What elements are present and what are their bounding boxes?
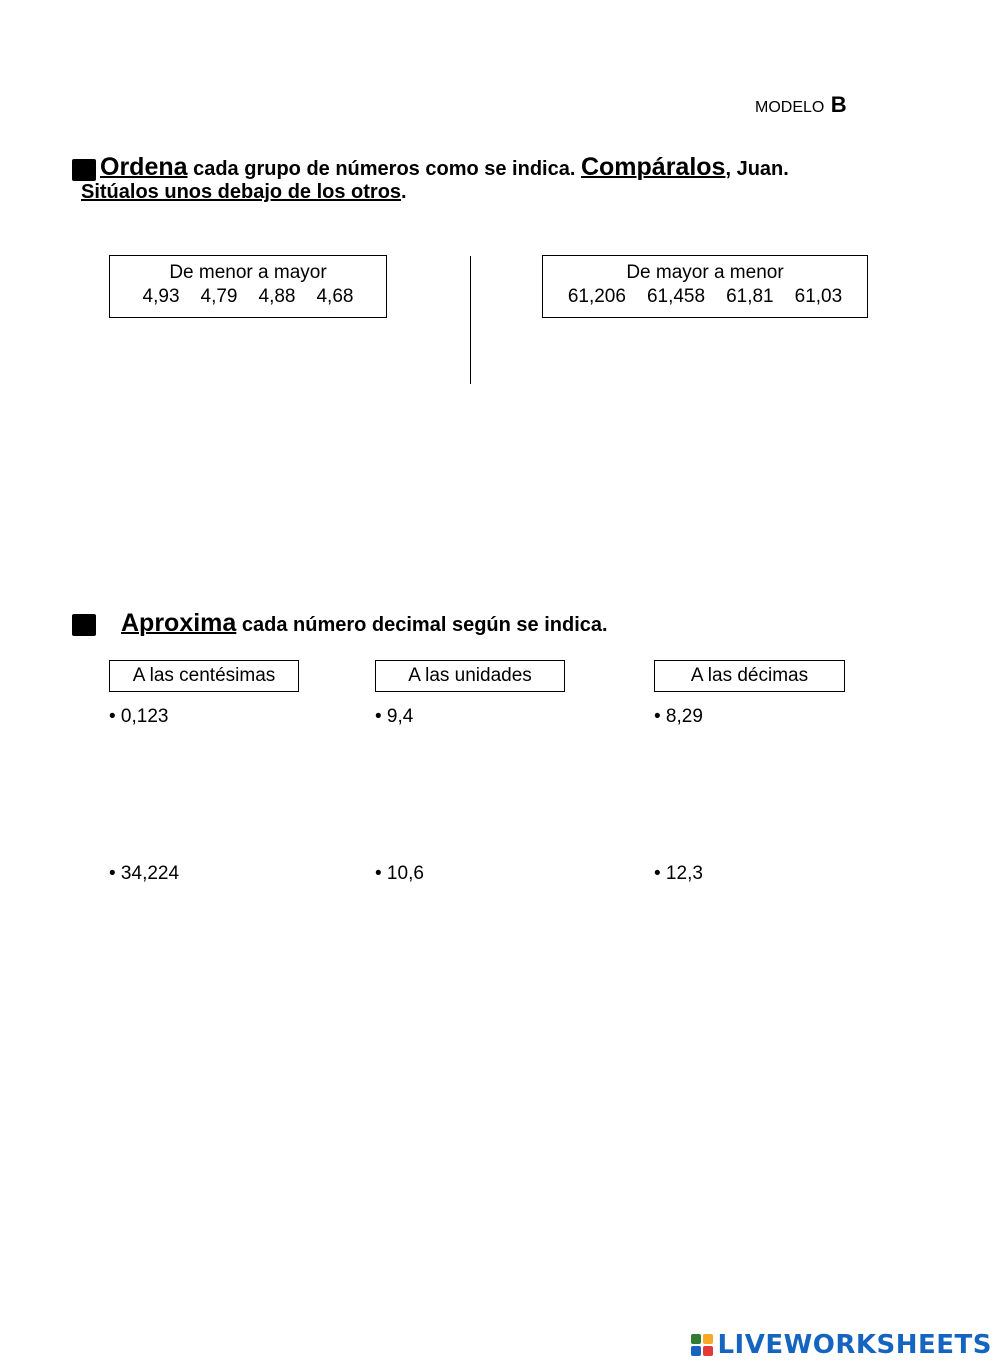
number-item: 4,88 bbox=[258, 286, 296, 307]
instruction-period: . bbox=[401, 181, 407, 203]
model-letter: B bbox=[830, 92, 847, 117]
keyword-ordena: Ordena bbox=[100, 153, 188, 181]
number-item-decimas-2: • 12,3 bbox=[654, 863, 703, 884]
instruction-text: cada grupo de números como se indica. bbox=[187, 158, 581, 180]
exercise-2-bullet-icon bbox=[72, 614, 96, 636]
logo-text: LIVEWORKSHEETS bbox=[717, 1330, 992, 1360]
number-item-decimas-1: • 8,29 bbox=[654, 706, 703, 727]
divider-line bbox=[470, 256, 471, 384]
number-item-unidades-1: • 9,4 bbox=[375, 706, 414, 727]
exercise-1-instruction-line-2 bbox=[81, 181, 407, 204]
label-decimas: A las décimas bbox=[654, 660, 845, 692]
model-prefix: MODELO bbox=[755, 99, 825, 116]
liveworksheets-logo bbox=[691, 1330, 992, 1360]
number-item: 61,458 bbox=[646, 286, 706, 307]
instruction-underlined: Sitúalos unos debajo de los otros bbox=[81, 181, 402, 203]
number-item: 61,81 bbox=[726, 286, 774, 307]
number-item-centesimas-2: • 34,224 bbox=[109, 863, 180, 884]
label-centesimas: A las centésimas bbox=[109, 660, 299, 692]
number-item-centesimas-1: • 0,123 bbox=[109, 706, 169, 727]
number-list bbox=[110, 286, 386, 308]
box-menor-a-mayor bbox=[109, 255, 387, 318]
instruction-text: cada número decimal según se indica. bbox=[236, 614, 608, 636]
number-item: 4,93 bbox=[142, 286, 180, 307]
number-item: 61,206 bbox=[567, 286, 626, 307]
number-item: 4,79 bbox=[200, 286, 238, 307]
number-list bbox=[543, 286, 867, 308]
instruction-text-end: , Juan. bbox=[725, 158, 789, 180]
exercise-1-instruction-line-1 bbox=[100, 153, 789, 182]
exercise-1-bullet-icon bbox=[72, 159, 96, 181]
box-mayor-a-menor bbox=[542, 255, 868, 318]
keyword-aproxima: Aproxima bbox=[121, 609, 237, 637]
box-title: De menor a mayor bbox=[169, 262, 327, 283]
model-label bbox=[755, 92, 847, 118]
number-item: 4,68 bbox=[316, 286, 354, 307]
number-item: 61,03 bbox=[794, 286, 843, 307]
logo-grid-icon bbox=[691, 1334, 713, 1356]
exercise-2-instruction bbox=[121, 609, 608, 638]
box-title: De mayor a menor bbox=[626, 262, 784, 283]
label-unidades: A las unidades bbox=[375, 660, 565, 692]
number-item-unidades-2: • 10,6 bbox=[375, 863, 424, 884]
keyword-comparalos: Compáralos bbox=[580, 153, 726, 181]
